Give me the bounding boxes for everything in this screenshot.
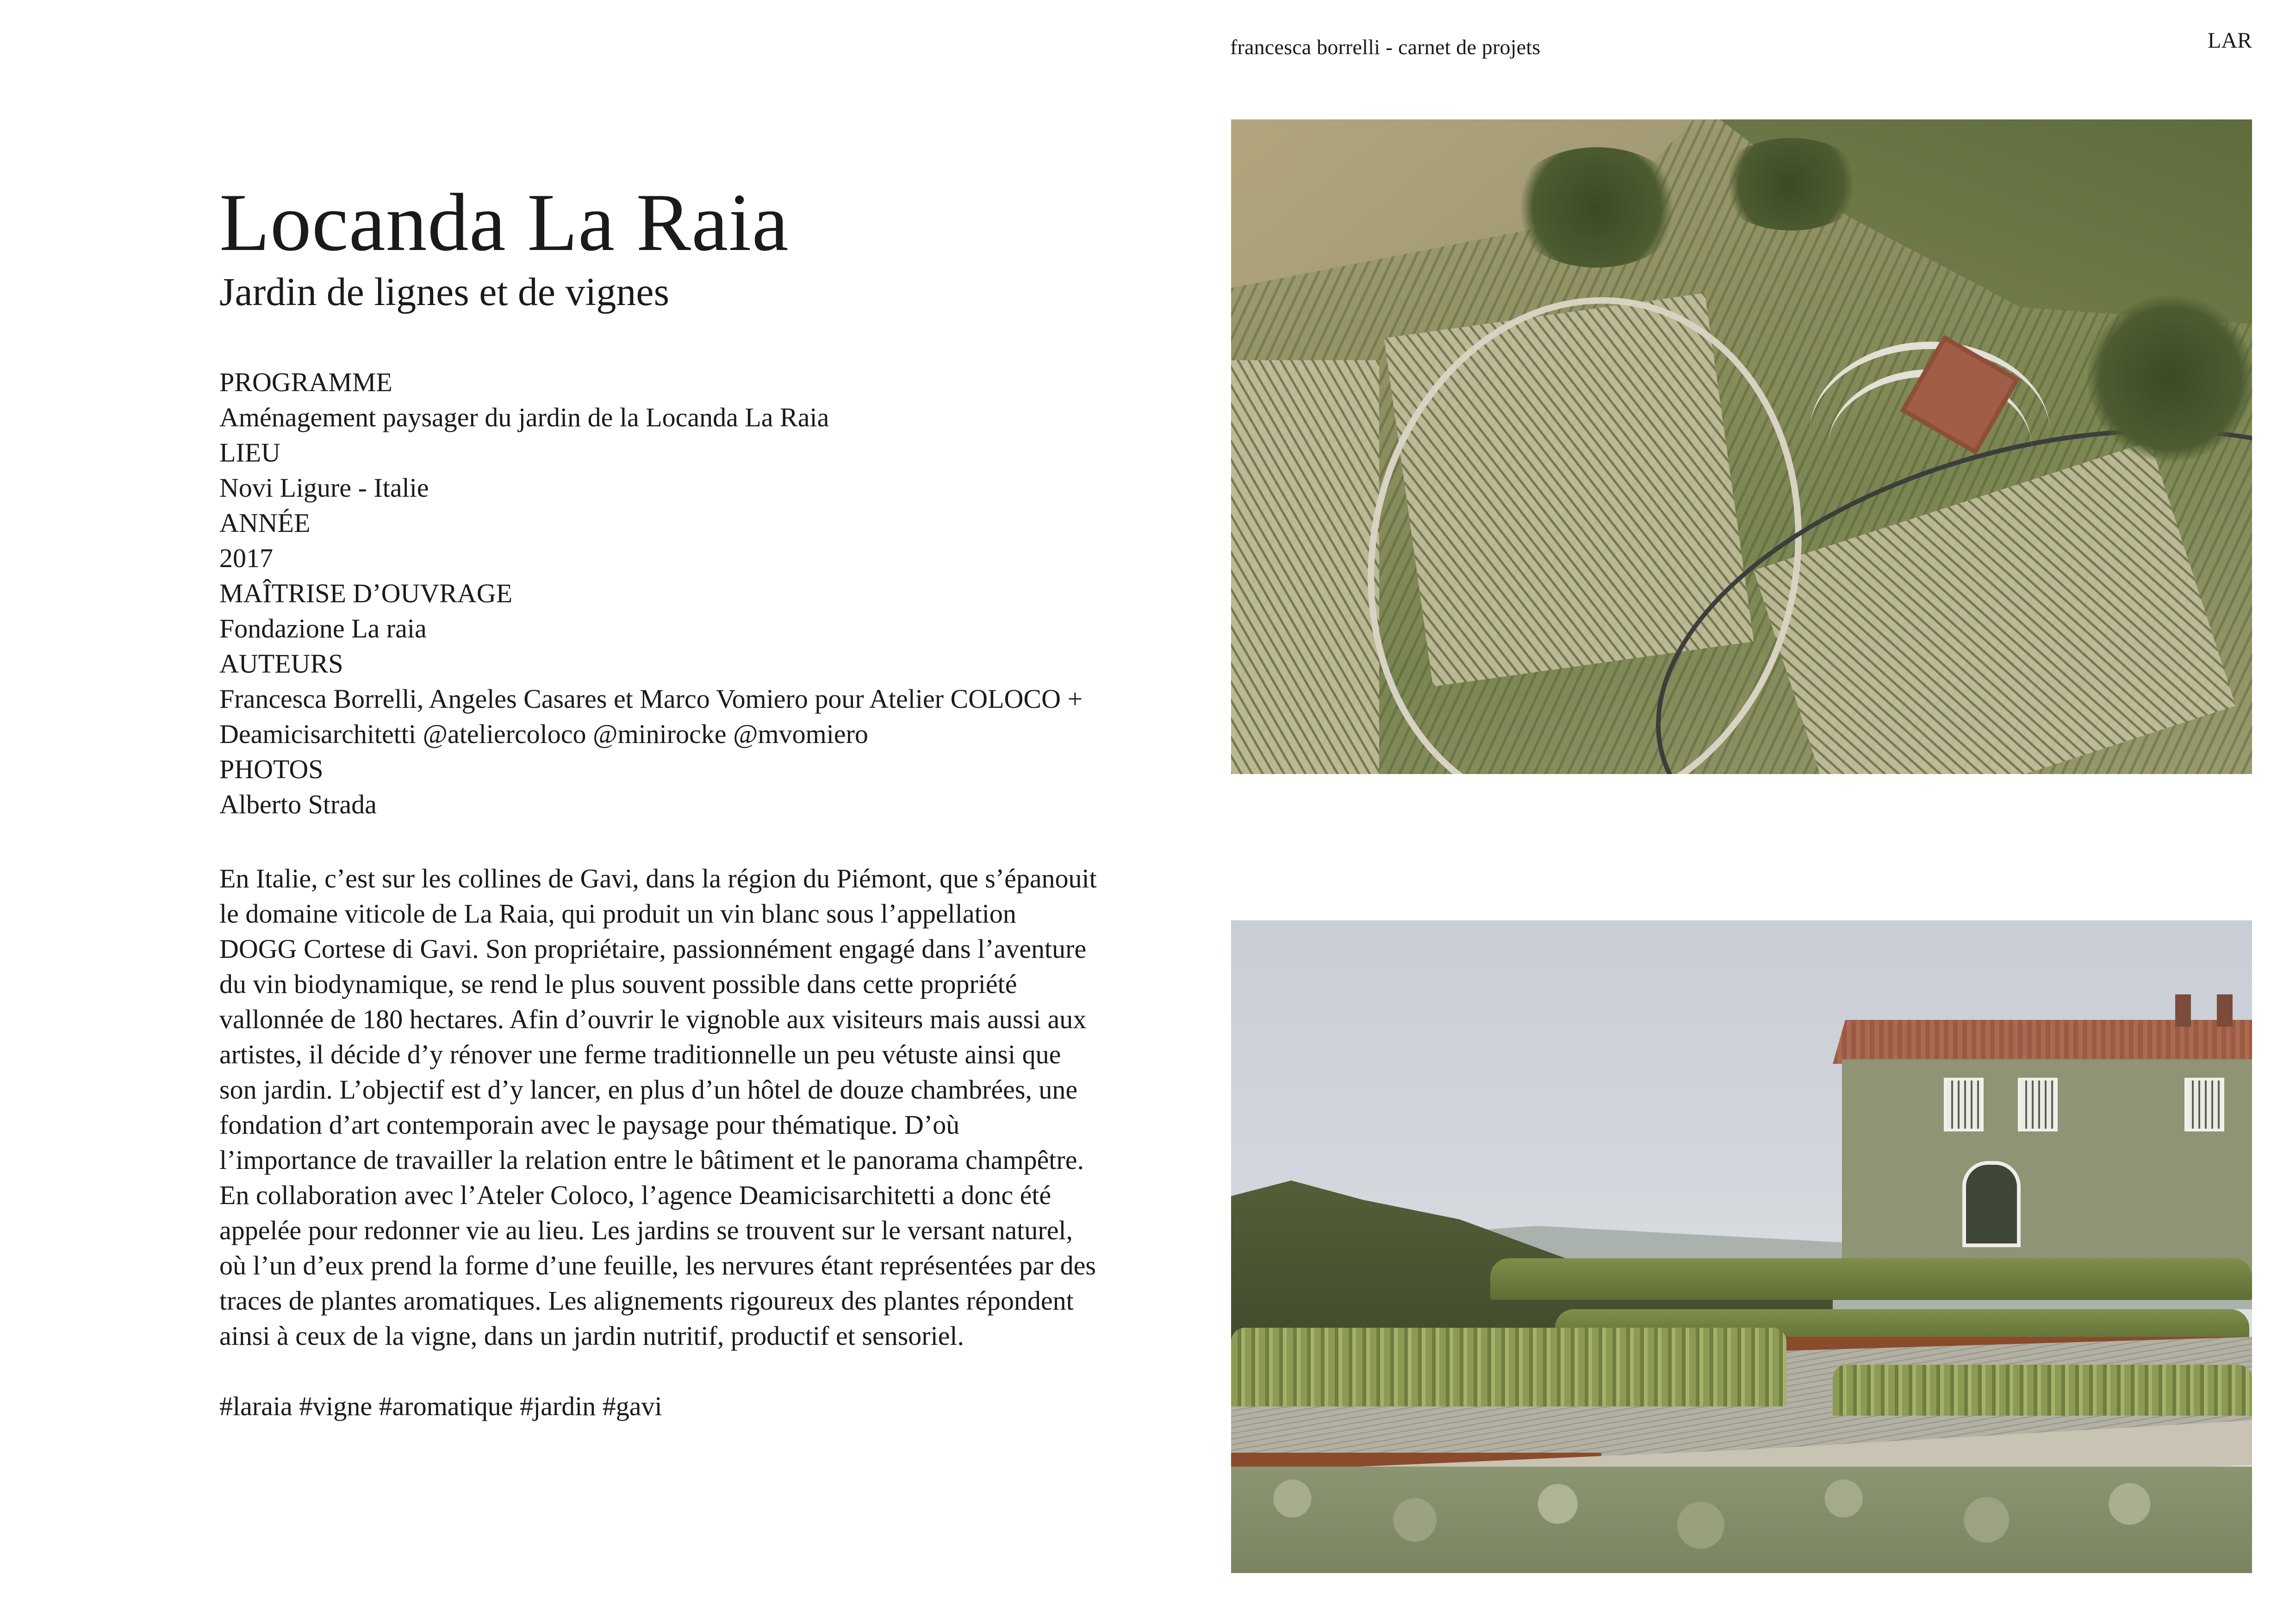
fact-label-programme: PROGRAMME: [219, 367, 392, 397]
project-description: En Italie, c’est sur les collines de Gavi, dans la région du Piémont, que s’épanouit le domaine viticole de La Raia, qui produit un vin blanc sous l’appellation DOGG Cortese di Gavi. Son propriétaire, passionnément engagé dans l’aventure du vin biodynamique, se rend le plus souvent possible dans cette propriété vallonnée de 180 hectares. Afin d’ouvrir le vignoble aux visiteurs mais aussi aux artistes, il décide d’y rénover une ferme traditionnelle un peu vétuste ainsi que son jardin. L’objectif est d’y lancer, en plus d’un hôtel de douze chambrées, une fondation d’art contemporain avec le paysage pour thématique. D’où l’importance de travailler la relation entre le bâtiment et le panorama champêtre. En collaboration avec l’Ateler Coloco, l’agence Deamicisarchitetti a donc été appelée pour redonner vie au lieu. Les jardins se trouvent sur le versant naturel, où l’un d’eux prend la forme d’une feuille, les nervures étant représentées par des traces de plantes aromatiques. Les alignements rigoureux des plantes répondent ainsi à ceux de la vigne, dans un jardin nutritif, productif et sensoriel.: [219, 863, 1097, 1351]
fact-label-photos: PHOTOS: [219, 754, 324, 784]
garden-herb-bed: [1231, 1328, 1786, 1406]
fact-value-maitrise: Fondazione La raia: [219, 613, 427, 643]
garden-foreground-shrubs: [1231, 1467, 2252, 1573]
aerial-vine-block: [1231, 360, 1379, 774]
project-text-column: [219, 176, 1099, 1424]
project-title: Locanda La Raia: [219, 176, 789, 268]
aerial-trees: [1509, 147, 1685, 268]
villa-chimney: [2217, 994, 2233, 1027]
project-facts: [219, 365, 1099, 822]
villa-chimney: [2175, 994, 2191, 1027]
running-header: francesca borrelli - carnet de projets: [1230, 35, 1541, 59]
project-subtitle: Jardin de lignes et de vignes: [219, 269, 670, 314]
villa-window: [2184, 1078, 2224, 1131]
fact-value-programme: Aménagement paysager du jardin de la Locanda La Raia: [219, 402, 829, 432]
fact-value-auteurs: Francesca Borrelli, Angeles Casares et Marco Vomiero pour Atelier COLOCO + Deamicisarchitetti @ateliercoloco @minirocke @mvomiero: [219, 684, 1083, 749]
garden-hedge-row: [1490, 1258, 2252, 1300]
project-code: LAR: [2208, 28, 2252, 53]
fact-label-maitrise: MAÎTRISE D’OUVRAGE: [219, 578, 513, 608]
aerial-trees: [1717, 138, 1865, 231]
fact-value-lieu: Novi Ligure - Italie: [219, 473, 429, 503]
fact-label-annee: ANNÉE: [219, 508, 311, 538]
aerial-vineyard-photo: [1231, 119, 2252, 774]
garden-herb-bed: [1833, 1365, 2252, 1416]
villa-arched-door: [1962, 1161, 2021, 1247]
project-hashtags: #laraia #vigne #aromatique #jardin #gavi: [219, 1391, 662, 1421]
villa-garden-photo: [1231, 920, 2252, 1573]
villa-window: [2018, 1078, 2058, 1131]
fact-label-lieu: LIEU: [219, 437, 281, 468]
fact-label-auteurs: AUTEURS: [219, 649, 343, 679]
aerial-trees: [2087, 295, 2252, 462]
fact-value-annee: 2017: [219, 543, 273, 573]
fact-value-photos: Alberto Strada: [219, 789, 377, 819]
villa-window: [1944, 1078, 1984, 1131]
